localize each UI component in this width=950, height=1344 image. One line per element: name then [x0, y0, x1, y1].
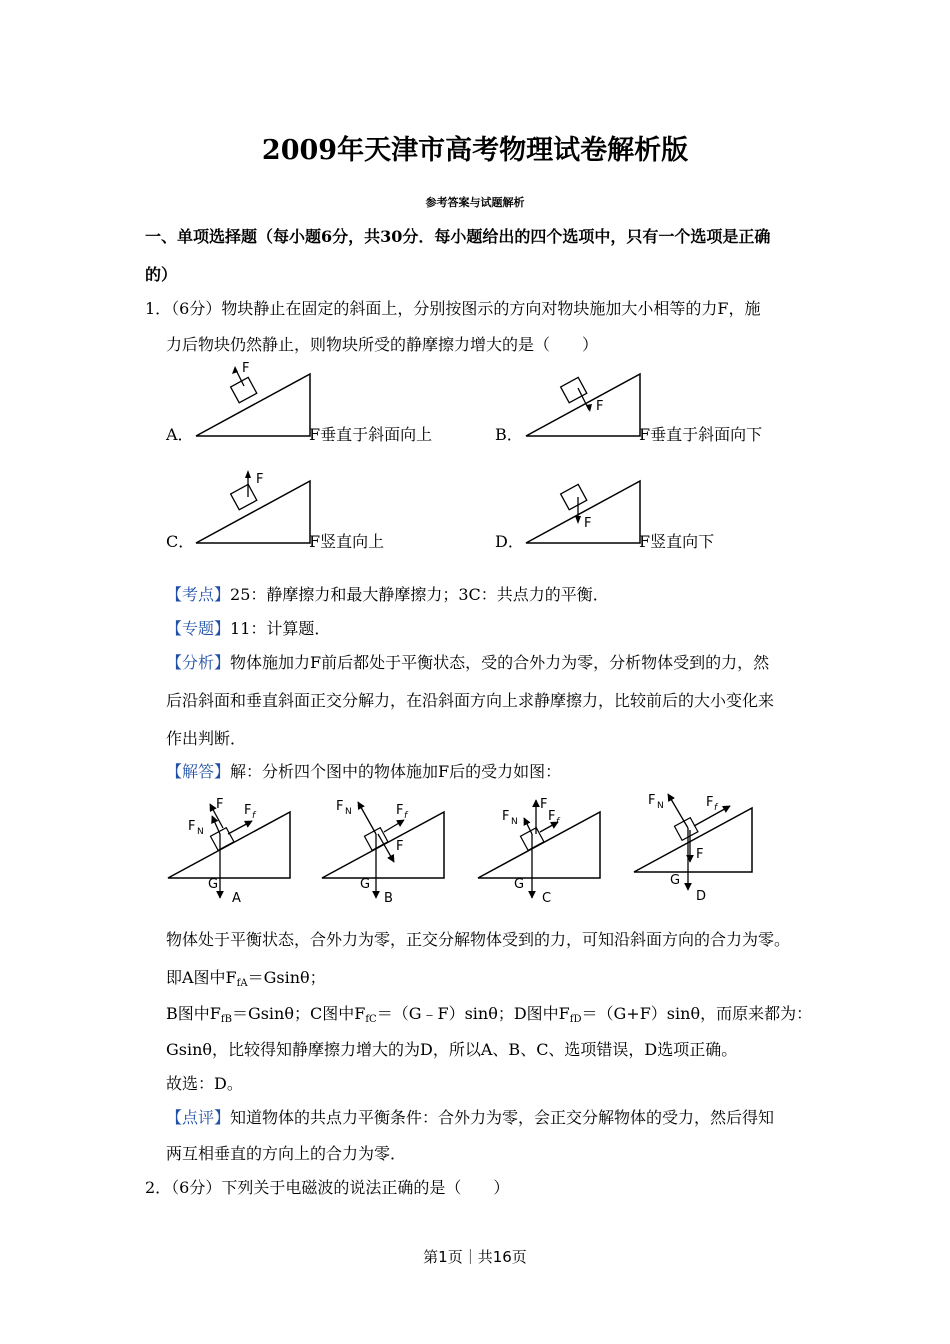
option-b-description: F垂直于斜面向下 [639, 425, 763, 444]
svg-text:F: F [216, 797, 224, 812]
option-d-description: F竖直向下 [639, 532, 715, 551]
jieda-tag: 【解答】 [166, 762, 231, 781]
zhuanti-line [166, 616, 330, 639]
option-d-letter: D． [495, 532, 524, 551]
fenxi-line3: 作出判断． [166, 729, 247, 748]
arrow-head [575, 516, 581, 524]
svg-text:F: F [648, 793, 656, 808]
svg-text:f: f [714, 803, 718, 813]
jieda-text: 解：分析四个图中的物体施加F后的受力如图： [230, 762, 562, 781]
dianping-tag: 【点评】 [166, 1108, 231, 1127]
question-1-stem-line1: 1．（6分）物块静止在固定的斜面上，分别按图示的方向对物块施加大小相等的力F，施 [145, 299, 761, 318]
option-c-diagram [190, 465, 320, 547]
explanation-line1: 物体处于平衡状态，合外力为零，正交分解物体受到的力，可知沿斜面方向的合力为零。 [166, 930, 791, 949]
dianping-line1 [166, 1105, 774, 1128]
question-2-stem: 2．（6分）下列关于电磁波的说法正确的是（ ） [145, 1178, 510, 1197]
svg-text:f: f [252, 811, 256, 821]
svg-text:G: G [208, 877, 219, 892]
svg-text:F: F [548, 809, 556, 824]
option-a-description: F垂直于斜面向上 [309, 425, 433, 444]
incline [526, 374, 640, 436]
svg-text:N: N [511, 817, 518, 827]
kaodian-tag: 【考点】 [166, 585, 231, 604]
jieda-line [166, 759, 561, 782]
arrow-head [245, 470, 251, 478]
svg-text:F: F [396, 839, 404, 854]
force-diagram-a [168, 797, 290, 906]
block [231, 377, 257, 402]
question-1-stem-line2: 力后物块仍然静止，则物块所受的静摩擦力增大的是（ ） [166, 335, 599, 354]
force-label: F [256, 472, 264, 487]
answer-line: 故选：D。 [166, 1074, 243, 1093]
incline [196, 374, 310, 436]
kaodian-text: 25：静摩擦力和最大静摩擦力；3C：共点力的平衡． [230, 585, 609, 604]
zhuanti-tag: 【专题】 [166, 619, 231, 638]
arrow-head [586, 404, 592, 412]
svg-text:D: D [696, 889, 707, 904]
incline [196, 481, 310, 543]
page-title: 2009年天津市高考物理试卷解析版 [261, 135, 689, 166]
svg-text:A: A [232, 891, 241, 906]
force-diagram-d [634, 793, 752, 904]
svg-text:N: N [657, 801, 664, 811]
svg-text:F: F [336, 799, 344, 814]
force-label: F [584, 516, 592, 531]
svg-text:F: F [502, 809, 510, 824]
dianping-line2: 两互相垂直的方向上的合力为零． [166, 1144, 407, 1163]
svg-text:B: B [384, 891, 393, 906]
svg-text:G: G [670, 873, 681, 888]
section-heading-line1: 一、单项选择题（每小题6分，共30分．每小题给出的四个选项中，只有一个选项是正确 [145, 227, 771, 246]
option-c-description: F竖直向上 [309, 532, 385, 551]
option-d-diagram [520, 465, 650, 547]
option-a-diagram [190, 358, 320, 440]
option-c-letter: C． [166, 532, 195, 551]
incline [526, 481, 640, 543]
force-diagrams [160, 790, 780, 910]
force-label: F [242, 361, 250, 376]
explanation-line3: B图中$F_{fB}=Gsin\theta$；C图中$F_{fC}=(G﹣F)\sin\theta$；D图中$F_{fD}=(G+F)\sin\theta$，而原来都为： [166, 1004, 813, 1025]
svg-text:C: C [542, 891, 552, 906]
fenxi-text1: 物体施加力F前后都处于平衡状态，受的合外力为零，分析物体受到的力，然 [230, 653, 770, 672]
svg-text:F: F [706, 795, 714, 810]
force-diagram-c [478, 797, 600, 906]
section-heading-line2: 的） [145, 265, 178, 284]
fenxi-line1 [166, 650, 769, 673]
fenxi-tag: 【分析】 [166, 653, 231, 672]
svg-text:F: F [188, 819, 196, 834]
svg-text:f: f [556, 817, 560, 827]
block [561, 484, 587, 509]
svg-text:F: F [396, 803, 404, 818]
force-diagram-b [322, 799, 444, 906]
svg-text:G: G [514, 877, 525, 892]
page-footer: 第1页｜共16页 [423, 1248, 527, 1266]
option-b-diagram [520, 358, 650, 440]
svg-text:f: f [404, 811, 408, 821]
svg-text:N: N [345, 807, 352, 817]
force-label: F [596, 399, 604, 414]
option-a-letter: A． [166, 425, 194, 444]
svg-text:F: F [696, 847, 704, 862]
svg-text:N: N [197, 827, 204, 837]
svg-text:F: F [540, 797, 548, 812]
svg-text:G: G [360, 877, 371, 892]
svg-text:F: F [244, 803, 252, 818]
explanation-line2: 即A图中$F_{fA}=Gsin\theta$； [166, 968, 326, 989]
dianping-text1: 知道物体的共点力平衡条件：合外力为零，会正交分解物体的受力，然后得知 [230, 1108, 775, 1127]
zhuanti-text: 11：计算题． [230, 619, 331, 638]
page-subtitle: 参考答案与试题解析 [425, 196, 525, 209]
kaodian-line [166, 582, 609, 605]
explanation-line4: Gsinθ，比较得知静摩擦力增大的为D，所以A、B、C、选项错误，D选项正确。 [166, 1040, 738, 1059]
block [231, 484, 257, 509]
fenxi-line2: 后沿斜面和垂直斜面正交分解力，在沿斜面方向上求静摩擦力，比较前后的大小变化来 [166, 691, 775, 710]
option-b-letter: B． [495, 425, 523, 444]
